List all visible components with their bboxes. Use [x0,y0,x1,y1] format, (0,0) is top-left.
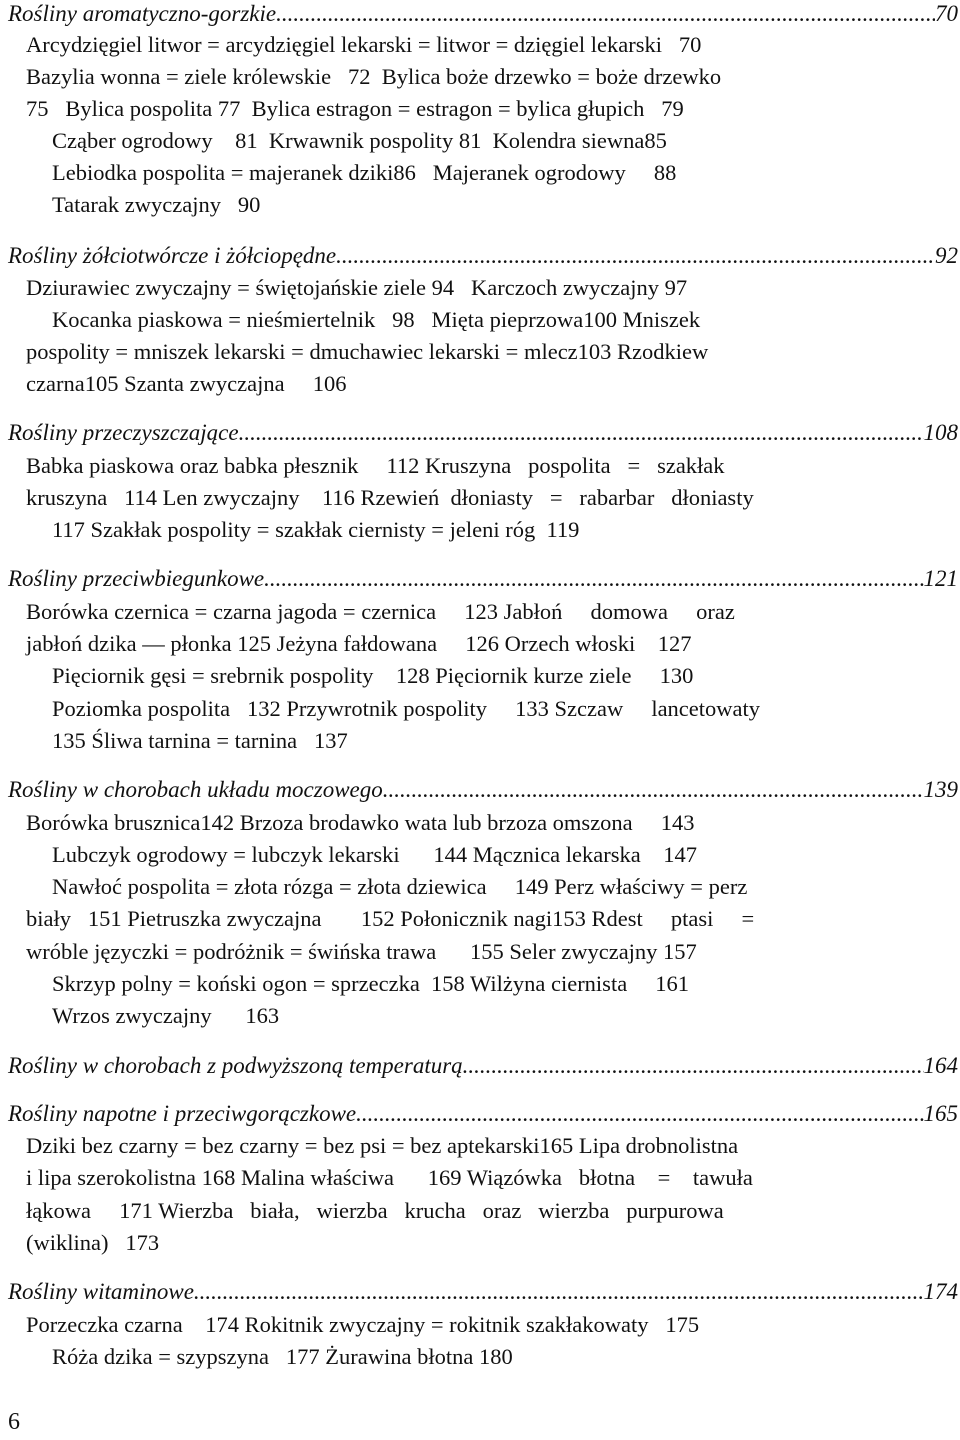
entry-line: Nawłoć pospolita = złota rózga = złota dziewica 149 Perz właściwy = perz [52,874,748,899]
section-title: Rośliny aromatyczno-gorzkie [8,1,277,26]
entry-line: Skrzyp polny = koński ogon = sprzeczka 158 Wilżyna ciernista 161 [52,971,690,996]
entry-line: Dziurawiec zwyczajny = świętojańskie ziele 94 Karczoch zwyczajny 97 [26,275,688,300]
entry-line: 75 Bylica pospolita 77 Bylica estragon = estragon = bylica głupich 79 [26,96,684,121]
page-number: 6 [8,1409,20,1435]
dot-leader [463,1053,924,1079]
entry-line: Borówka czernica = czarna jagoda = czernica 123 Jabłoń domowa oraz [26,599,735,624]
section-page: 121 [923,566,958,591]
entry-line: wróble języczki = podróżnik = świńska trawa 155 Seler zwyczajny 157 [26,939,697,964]
section-heading-vitamin [8,1279,958,1305]
section-title: Rośliny napotne i przeciwgorączkowe [8,1101,357,1126]
entry-line: łąkowa 171 Wierzba biała, wierzba krucha oraz wierzba purpurowa [26,1198,724,1223]
entry-line: (wiklina) 173 [26,1230,160,1255]
dot-leader [276,1,935,27]
dot-leader [239,420,924,446]
section-page: 92 [935,243,958,268]
section-title: Rośliny przeczyszczające [8,420,239,445]
dot-leader [264,566,923,592]
entry-line: Róża dzika = szypszyna 177 Żurawina błotna 180 [52,1344,513,1369]
entry-line: Poziomka pospolita 132 Przywrotnik pospolity 133 Szczaw lancetowaty [52,696,761,721]
entry-line: Babka piaskowa oraz babka płesznik 112 Kruszyna pospolita = szakłak [26,453,725,478]
section-heading-urinary [8,777,958,803]
section-page: 70 [935,1,958,26]
entry-line: 135 Śliwa tarnina = tarnina 137 [52,728,348,753]
entry-line: i lipa szerokolistna 168 Malina właściwa 169 Wiązówka błotna = tawuła [26,1165,753,1190]
entry-line: Pięciornik gęsi = srebrnik pospolity 128 Pięciornik kurze ziele 130 [52,663,694,688]
section-title: Rośliny w chorobach z podwyższoną temperaturą [8,1053,463,1078]
section-heading-diaphoretic [8,1101,958,1127]
entry-line: Porzeczka czarna 174 Rokitnik zwyczajny = rokitnik szakłakowaty 175 [26,1312,700,1337]
entry-line: Lebiodka pospolita = majeranek dziki86 Majeranek ogrodowy 88 [52,160,677,185]
entry-line: czarna105 Szanta zwyczajna 106 [26,371,347,396]
section-heading-fever [8,1053,958,1079]
section-title: Rośliny w chorobach układu moczowego [8,777,383,802]
section-page: 108 [923,420,958,445]
entry-line: jabłoń dzika — płonka 125 Jeżyna fałdowana 126 Orzech włoski 127 [26,631,692,656]
section-heading-antidiarrheal [8,566,958,592]
section-title: Rośliny przeciwbiegunkowe [8,566,265,591]
dot-leader [194,1279,924,1305]
entry-line: Arcydzięgiel litwor = arcydzięgiel lekarski = litwor = dzięgiel lekarski 70 [26,32,702,57]
entry-line: Kocanka piaskowa = nieśmiertelnik 98 Mięta pieprzowa100 Mniszek [52,307,701,332]
dot-leader [336,243,935,269]
section-page: 164 [923,1053,958,1078]
section-title: Rośliny witaminowe [8,1279,194,1304]
entry-line: Lubczyk ogrodowy = lubczyk lekarski 144 Mącznica lekarska 147 [52,842,697,867]
entry-line: biały 151 Pietruszka zwyczajna 152 Połonicznik nagi153 Rdest ptasi = [26,906,755,931]
entry-line: Wrzos zwyczajny 163 [52,1003,280,1028]
section-page: 139 [923,777,958,802]
entry-line: Dziki bez czarny = bez czarny = bez psi = bez aptekarski165 Lipa drobnolistna [26,1133,739,1158]
entry-line: Tatarak zwyczajny 90 [52,192,261,217]
entry-line: Bazylia wonna = ziele królewskie 72 Bylica boże drzewko = boże drzewko [26,64,722,89]
dot-leader [383,777,924,803]
entry-line: Borówka brusznica142 Brzoza brodawko wata lub brzoza omszona 143 [26,810,695,835]
section-heading-bile [8,243,958,269]
entry-line: Cząber ogrodowy 81 Krwawnik pospolity 81 Kolendra siewna85 [52,128,667,153]
entry-line: 117 Szakłak pospolity = szakłak ciernisty = jeleni róg 119 [52,517,580,542]
entry-line: kruszyna 114 Len zwyczajny 116 Rzewień dłoniasty = rabarbar dłoniasty [26,485,754,510]
section-heading-laxative [8,420,958,446]
section-title: Rośliny żółciotwórcze i żółciopędne [8,243,337,268]
entry-line: pospolity = mniszek lekarski = dmuchawiec lekarski = mlecz103 Rzodkiew [26,339,709,364]
section-page: 165 [923,1101,958,1126]
section-page: 174 [923,1279,958,1304]
section-heading-aromatic [8,1,958,27]
dot-leader [356,1101,923,1127]
